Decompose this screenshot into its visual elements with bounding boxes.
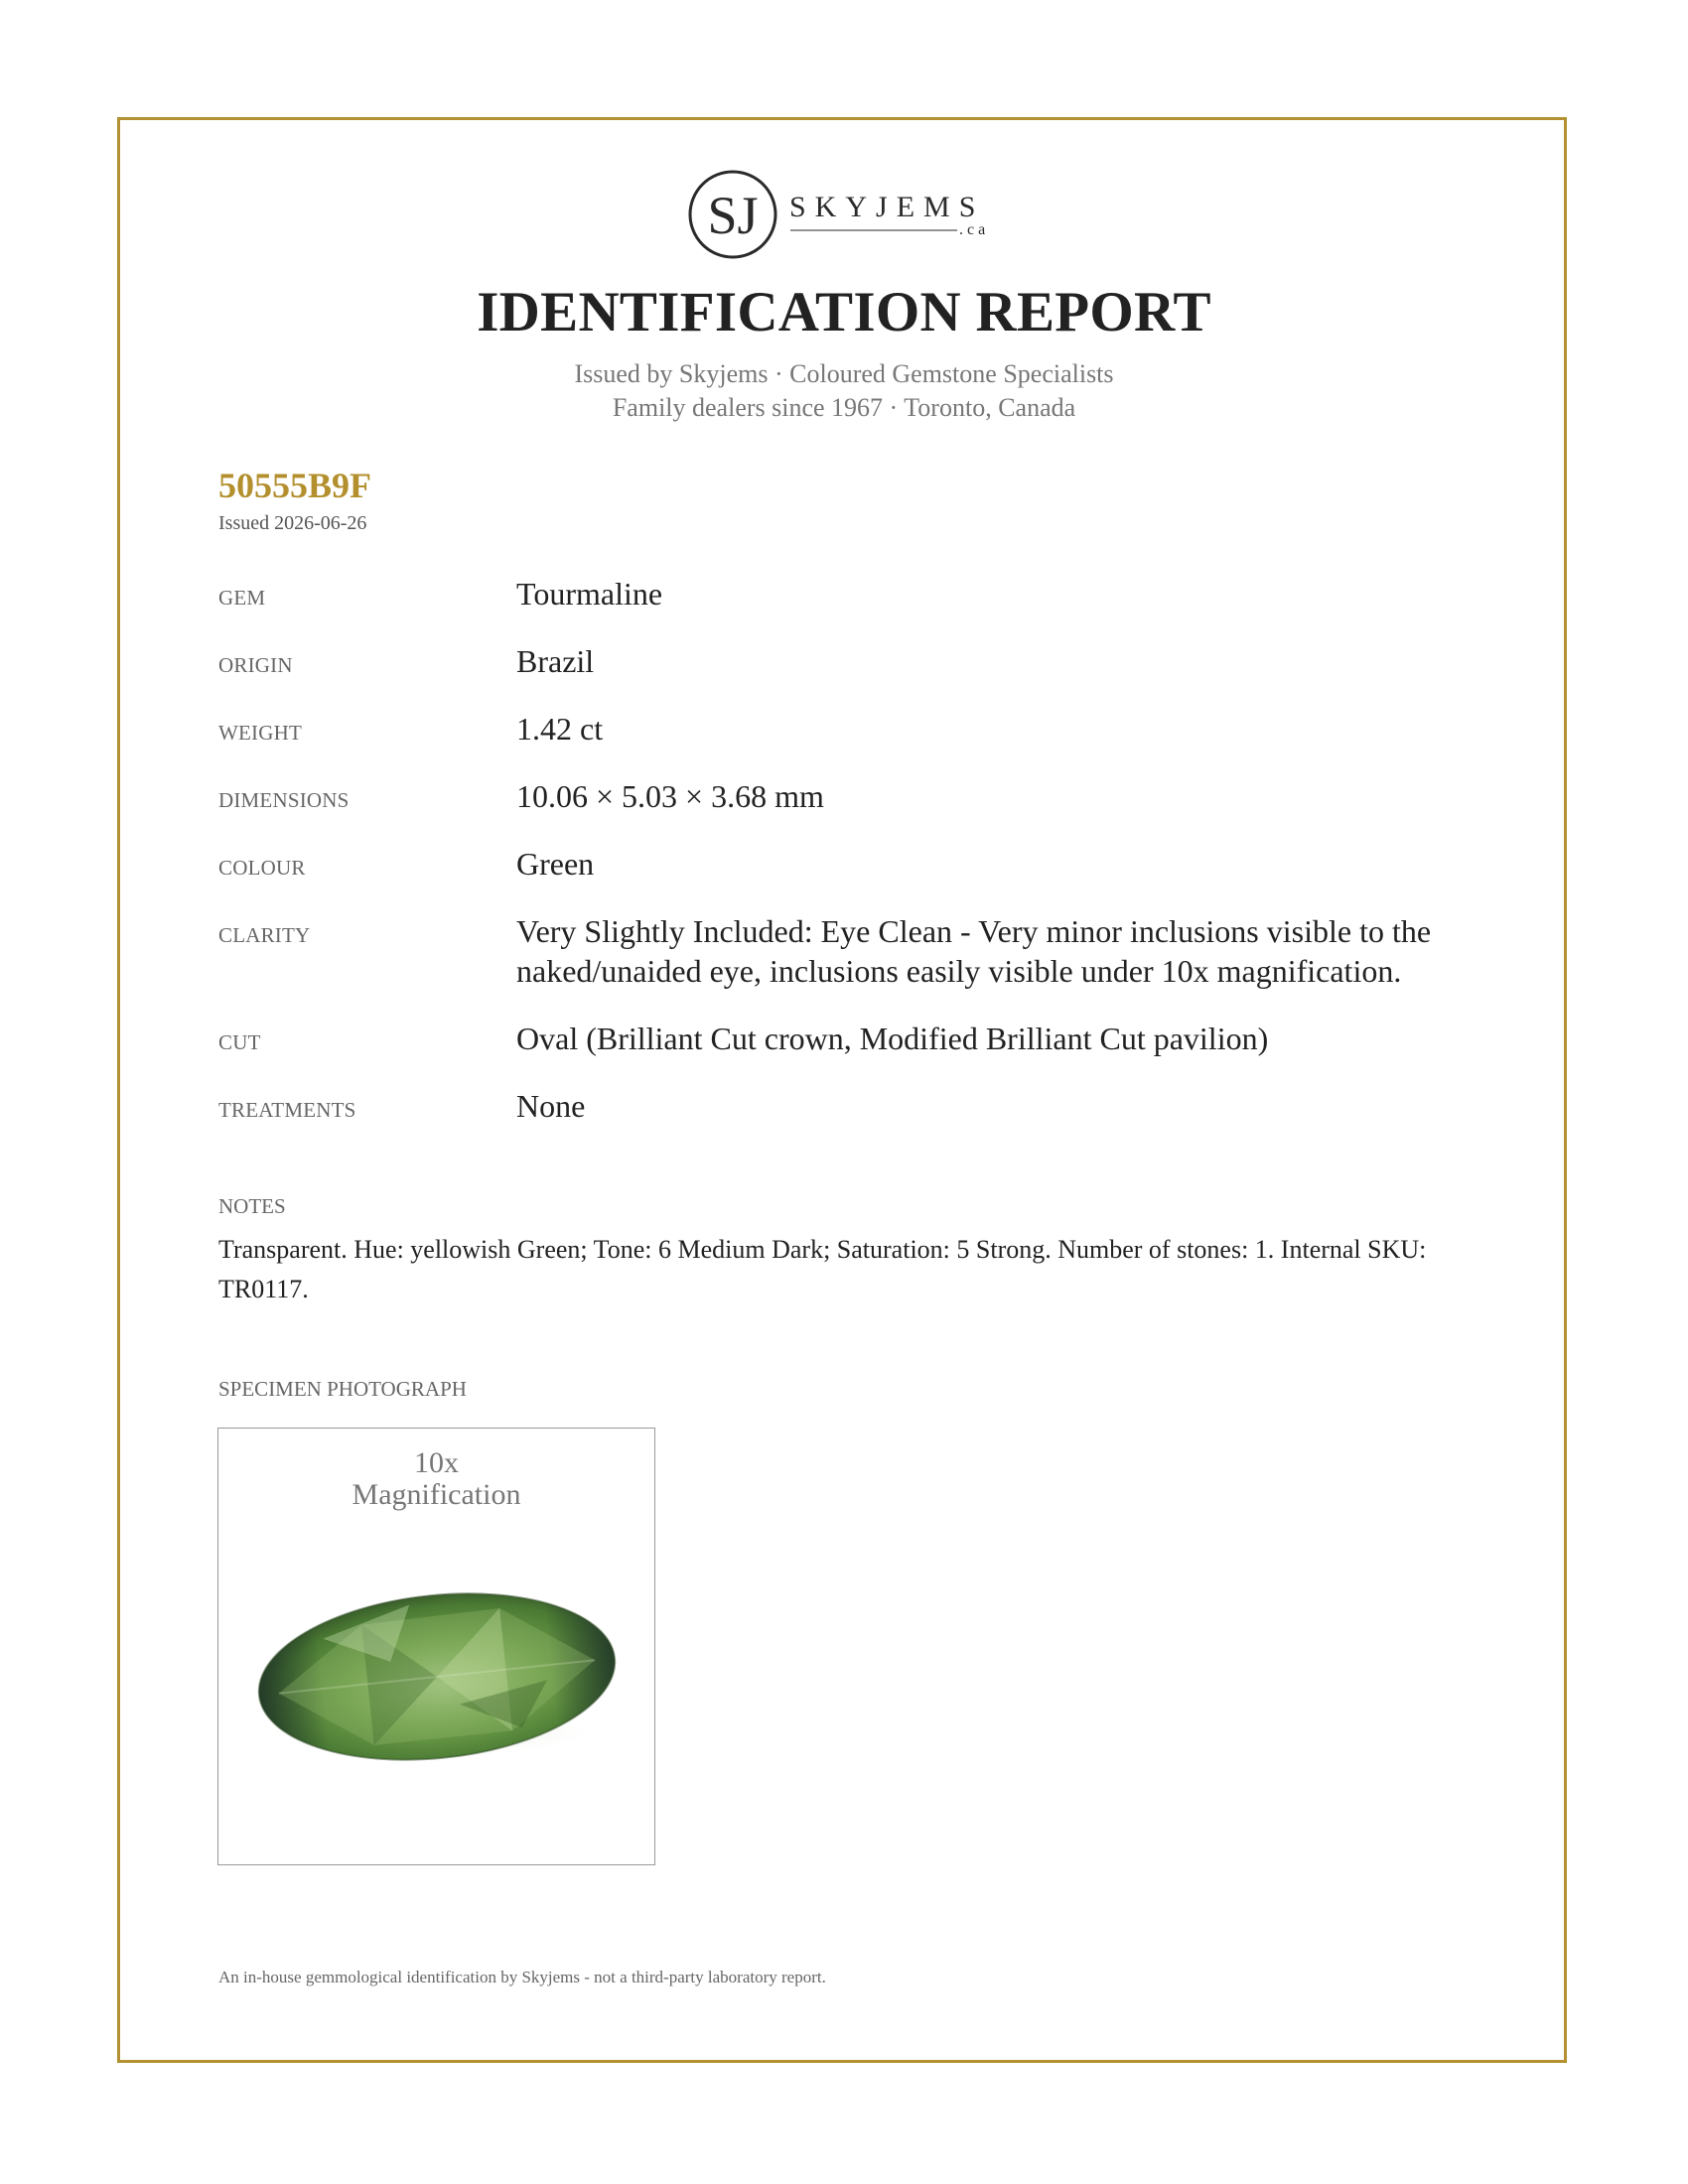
field-label-dimensions: DIMENSIONS [218, 788, 350, 812]
field-value-clarity: Very Slightly Included: Eye Clean - Very minor inclusions visible to the naked/unaided eye, inclusions easily visible under 10x magnification. [516, 913, 1432, 989]
footer-disclaimer: An in-house gemmological identification by Skyjems - not a third-party laboratory report. [218, 1968, 826, 1986]
notes-text: Transparent. Hue: yellowish Green; Tone: 6 Medium Dark; Saturation: 5 Strong. Number of stones: 1. Internal SKU: TR0117. [218, 1235, 1427, 1303]
specimen-photo [217, 1428, 655, 1865]
skyjems-logo [683, 165, 1011, 264]
notes-label: NOTES [218, 1194, 286, 1218]
logo-wordmark: SKYJEMS [789, 191, 985, 223]
field-value-treatments: None [516, 1088, 586, 1124]
field-label-colour: COLOUR [218, 856, 306, 880]
field-label-origin: ORIGIN [218, 653, 293, 677]
field-label-gem: GEM [218, 586, 266, 610]
field-value-gem: Tourmaline [516, 576, 663, 612]
magnification-label: Magnification [352, 1478, 521, 1511]
report-title: IDENTIFICATION REPORT [477, 281, 1211, 343]
issue-date: Issued 2026-06-26 [218, 512, 367, 534]
field-label-cut: CUT [218, 1030, 261, 1054]
field-label-weight: WEIGHT [218, 721, 303, 745]
magnification-value: 10x [414, 1446, 459, 1479]
specimen-photo-label: SPECIMEN PHOTOGRAPH [218, 1377, 467, 1401]
report-subtitle-issuer: Issued by Skyjems · Coloured Gemstone Specialists [574, 359, 1114, 388]
field-label-clarity: CLARITY [218, 923, 311, 947]
report-id: 50555B9F [218, 466, 372, 505]
field-value-cut: Oval (Brilliant Cut crown, Modified Brilliant Cut pavilion) [516, 1021, 1269, 1056]
logo-domain: .ca [959, 221, 990, 238]
field-value-colour: Green [516, 846, 595, 882]
field-value-origin: Brazil [516, 643, 595, 679]
field-label-treatments: TREATMENTS [218, 1098, 356, 1122]
logo-monogram: SJ [707, 186, 759, 245]
field-value-weight: 1.42 ct [516, 711, 604, 747]
field-value-dimensions: 10.06 × 5.03 × 3.68 mm [516, 778, 824, 814]
report-subtitle-location: Family dealers since 1967 · Toronto, Canada [612, 393, 1076, 422]
